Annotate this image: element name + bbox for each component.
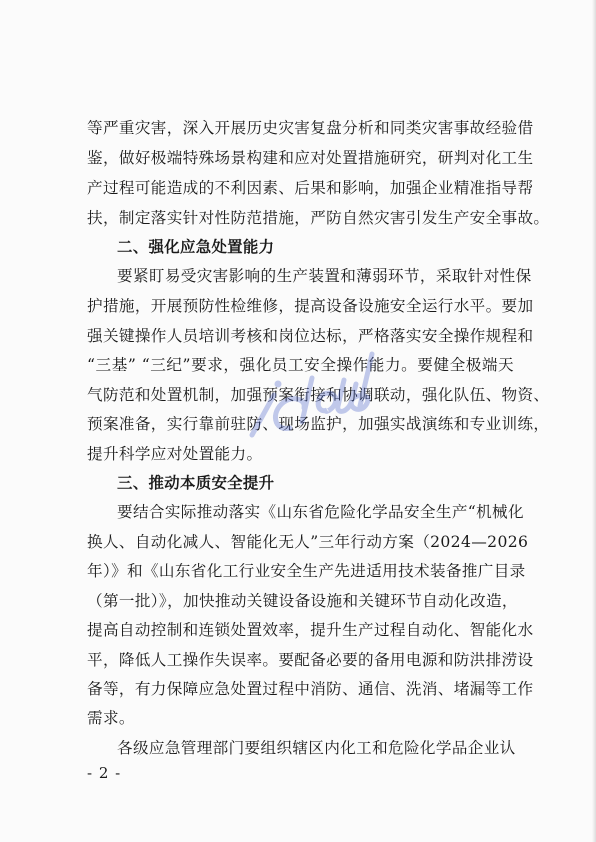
paragraph-3-line-7: 备等，有力保障应急处置过程中消防、通信、洗消、堵漏等工作: [87, 680, 534, 698]
paragraph-2-line-2: 护措施，开展预防性检维修，提高设备设施安全运行水平。要加: [87, 297, 534, 315]
paragraph-4-line-1: 各级应急管理部门要组织辖区内化工和危险化学品企业认: [117, 739, 516, 757]
section-heading-3: 三、推动本质安全提升: [117, 474, 275, 492]
section-heading-2: 二、强化应急处置能力: [117, 238, 275, 256]
paragraph-2-line-4: “三基” “三纪”要求，强化员工安全操作能力。要健全极端天: [87, 356, 514, 374]
paragraph-1-line-2: 鉴，做好极端特殊场景构建和应对处置措施研究，研判对化工生: [87, 149, 534, 167]
paragraph-2-line-3: 强关键操作人员培训考核和岗位达标，严格落实安全操作规程和: [87, 327, 534, 345]
paragraph-2-line-5: 气防范和处置机制，加强预案衔接和协调联动，强化队伍、物资、: [87, 386, 550, 404]
paragraph-2-line-1: 要紧盯易受灾害影响的生产装置和薄弱环节，采取针对性保: [117, 267, 532, 285]
paragraph-3-line-3: 年）》和《山东省化工行业安全生产先进适用技术装备推广目录: [87, 562, 526, 580]
paragraph-1-line-3: 产过程可能造成的不利因素、后果和影响，加强企业精准指导帮: [87, 179, 534, 197]
paragraph-2-line-6: 预案准备，实行靠前驻防、现场监护，加强实战演练和专业训练，: [87, 415, 550, 433]
paragraph-3-line-1: 要结合实际推动落实《山东省危险化学品安全生产“机械化: [117, 503, 524, 521]
paragraph-3-line-5: 提高自动控制和连锁处置效率，提升生产过程自动化、智能化水: [87, 621, 534, 639]
paragraph-1-line-4: 扶，制定落实针对性防范措施，严防自然灾害引发生产安全事故。: [87, 209, 550, 227]
paragraph-2-line-7: 提升科学应对处置能力。: [87, 445, 263, 463]
paragraph-1-line-1: 等严重灾害，深入开展历史灾害复盘分析和同类灾害事故经验借: [87, 119, 534, 137]
paragraph-3-line-4: （第一批）》，加快推动关键设备设施和关键环节自动化改造，: [87, 592, 518, 610]
paragraph-3-line-8: 需求。: [87, 709, 135, 727]
page-edge-shadow: [592, 0, 596, 842]
paragraph-3-line-2: 换人、自动化减人、智能化无人”三年行动方案（2024—2026: [87, 533, 529, 551]
paragraph-3-line-6: 平，降低人工操作失误率。要配备必要的备用电源和防洪排涝设: [87, 651, 534, 669]
page-number: - 2 -: [87, 764, 122, 782]
